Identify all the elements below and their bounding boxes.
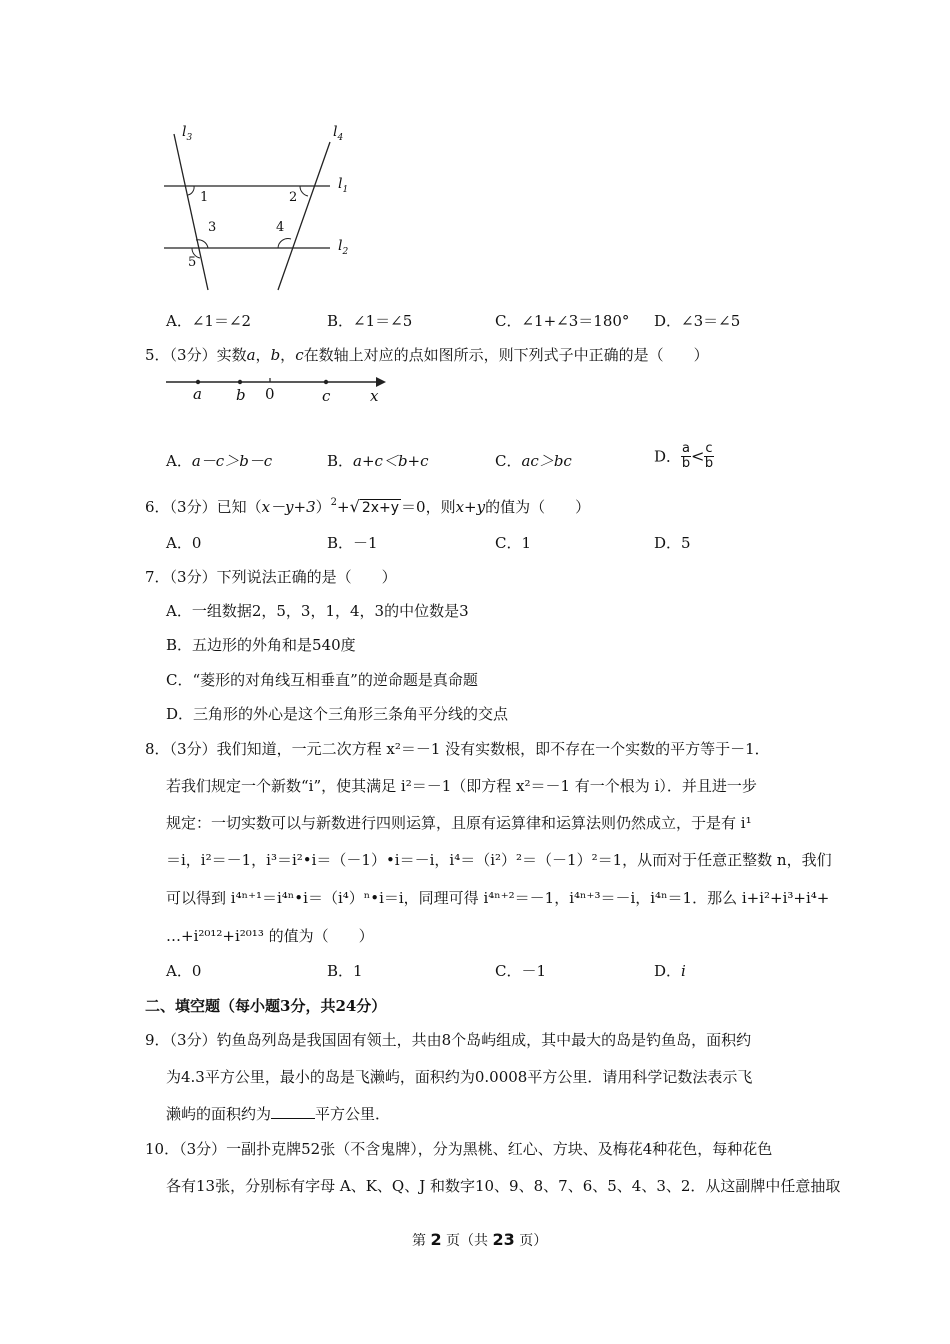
angle-label-1: 1 (200, 190, 209, 205)
q9-line-3: 濑屿的面积约为 平方公里． (166, 1105, 391, 1123)
angle-arc-1 (188, 186, 194, 195)
q8-line-4: ＝i，i²＝－1，i³＝i²•i＝（－1）•i＝－i，i⁴＝（i²）²＝（－1）²＝1，从而对于任意正整数 n，我们 (166, 851, 832, 869)
angle-arc-4 (278, 239, 291, 248)
q9-line-2: 为4.3平方公里，最小的岛是飞濑屿，面积约为0.0008平方公里．请用科学记数法表示飞 (166, 1068, 753, 1086)
total-page-number: 23 (492, 1230, 515, 1249)
q5-stem: 5．（3分）实数a，b，c在数轴上对应的点如图所示，则下列式子中正确的是（ ） (145, 346, 709, 364)
axis-arrow-icon (376, 377, 386, 387)
q5-option-d[interactable]: D． $\frac{a}{b}$ < $\frac{c}{b}$ (654, 441, 714, 471)
q8-line-3: 规定：一切实数可以与新数进行四则运算，且原有运算律和运算法则仍然成立，于是有 i¹ (166, 814, 752, 832)
q8-option-a[interactable]: A．0 (166, 962, 202, 980)
angle-label-4: 4 (276, 220, 285, 235)
sqrt-expression: 2x+y (361, 500, 400, 516)
axis-label-c: c (322, 387, 331, 405)
sqrt-icon: √ (349, 497, 360, 516)
q6-option-b[interactable]: B．－1 (327, 534, 378, 552)
q6-option-c[interactable]: C．1 (495, 534, 532, 552)
q8-line-6: …+i²⁰¹²+i²⁰¹³ 的值为（ ） (166, 927, 374, 945)
current-page-number: 2 (430, 1230, 442, 1249)
q7-option-a[interactable]: A．一组数据2，5，3，1，4，3的中位数是3 (166, 602, 469, 620)
figure-label-l4: $l_4$ (333, 124, 344, 143)
q5-option-c[interactable]: C．ac＞bc (495, 452, 572, 470)
q8-line-5: 可以得到 i⁴ⁿ⁺¹＝i⁴ⁿ•i＝（i⁴）ⁿ•i＝i，同理可得 i⁴ⁿ⁺²＝－1，i⁴ⁿ⁺³＝－i，i⁴ⁿ＝1．那么 i+i²+i³+i⁴+ (166, 889, 830, 907)
q8-option-c[interactable]: C．－1 (495, 962, 547, 980)
q4-option-c[interactable]: C．∠1+∠3＝180° (495, 312, 630, 330)
point-b (238, 380, 242, 384)
q10-line-2: 各有13张，分别标有字母 A、K、Q、J 和数字10、9、8、7、6、5、4、3、2．从这副牌中任意抽取 (166, 1177, 841, 1195)
q5-option-b[interactable]: B．a+c＜b+c (327, 452, 429, 470)
q8-option-b[interactable]: B．1 (327, 962, 363, 980)
angle-label-5: 5 (188, 255, 197, 270)
axis-label-zero: 0 (265, 385, 275, 403)
q7-option-d[interactable]: D．三角形的外心是这个三角形三条角平分线的交点 (166, 705, 509, 723)
q8-line-2: 若我们规定一个新数“i”，使其满足 i²＝－1（即方程 x²＝－1 有一个根为 i）．并且进一步 (166, 777, 757, 795)
q5-option-a[interactable]: A．a－c＞b－c (166, 452, 273, 470)
figure-label-l3: $l_3$ (182, 124, 193, 143)
q6-stem: 6．（3分）已知$(x-y+3)^2+√$ 2x+y ＝0，则x+y的值为（ ） (145, 497, 591, 516)
angle-label-3: 3 (208, 220, 217, 235)
q7-option-c[interactable]: C．“菱形的对角线互相垂直”的逆命题是真命题 (166, 671, 478, 689)
q10-line-1: 10．（3分）一副扑克牌52张（不含鬼牌），分为黑桃、红心、方块、及梅花4种花色，每种花色 (145, 1140, 773, 1158)
q7-stem: 7．（3分）下列说法正确的是（ ） (145, 568, 397, 586)
point-c (324, 380, 328, 384)
page-footer: 第 2 页（共 23 页） (412, 1230, 548, 1249)
q6-option-d[interactable]: D．5 (654, 534, 691, 552)
q4-option-b[interactable]: B．∠1＝∠5 (327, 312, 413, 330)
q7-option-b[interactable]: B．五边形的外角和是540度 (166, 636, 356, 654)
q8-line-1: 8．（3分）我们知道，一元二次方程 x²＝－1 没有实数根，即不存在一个实数的平方等于－1． (145, 740, 770, 758)
axis-label-b: b (236, 386, 246, 404)
q4-option-a[interactable]: A．∠1＝∠2 (166, 312, 252, 330)
q6-option-a[interactable]: A．0 (166, 534, 202, 552)
point-a (196, 380, 200, 384)
answer-blank[interactable] (271, 1104, 315, 1119)
figure-label-l1: $l_1$ (338, 176, 349, 195)
section-heading-fill-in: 二、填空题（每小题3分，共24分） (145, 997, 387, 1015)
fraction-c-over-b: $\frac{c}{b}$ (704, 441, 714, 471)
line-l4 (278, 142, 330, 290)
figure-label-l2: $l_2$ (338, 238, 349, 257)
q8-option-d[interactable]: D．i (654, 962, 686, 980)
angle-arc-2 (300, 186, 308, 196)
q9-line-1: 9．（3分）钓鱼岛列岛是我国固有领土，共由8个岛屿组成，其中最大的岛是钓鱼岛，面积约 (145, 1031, 752, 1049)
angle-label-2: 2 (289, 190, 298, 205)
axis-label-x: x (370, 387, 379, 405)
q4-option-d[interactable]: D．∠3＝∠5 (654, 312, 741, 330)
axis-label-a: a (193, 385, 202, 403)
fraction-a-over-b: $\frac{a}{b}$ (681, 441, 691, 471)
parallel-lines-figure (150, 118, 370, 303)
